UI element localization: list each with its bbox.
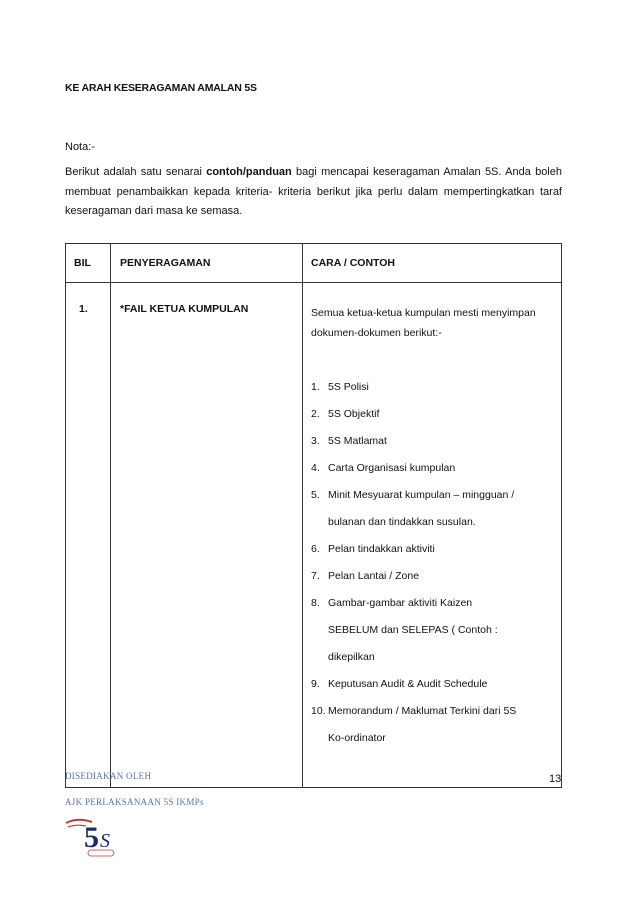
footer-prepared-by: DISEDIAKAN OLEH — [65, 771, 152, 781]
cara-description: Semua ketua-ketua kumpulan mesti menyimpan dokumen-dokumen berikut:- — [311, 307, 536, 339]
intro-paragraph — [65, 163, 562, 222]
list-item-continuation: bulanan dan tindakkan susulan. — [328, 516, 476, 528]
list-item: 8. Gambar-gambar aktiviti Kaizen — [311, 597, 473, 609]
list-item-continuation: Ko-ordinator — [328, 732, 386, 744]
list-item: 9. Keputusan Audit & Audit Schedule — [311, 678, 488, 690]
list-item: 10. Memorandum / Maklumat Terkini dari 5S — [311, 705, 517, 717]
intro-text-1: Berikut adalah satu senarai — [65, 166, 207, 178]
cell-cara-contoh — [303, 283, 562, 788]
list-item: 7. Pelan Lantai / Zone — [311, 570, 420, 582]
header-cara-contoh: CARA / CONTOH — [303, 244, 562, 283]
nota-label: Nota:- — [65, 141, 95, 153]
page-title: KE ARAH KESERAGAMAN AMALAN 5S — [65, 82, 257, 94]
svg-text:S: S — [100, 830, 110, 852]
table-header-row — [66, 244, 562, 283]
uniformity-table — [65, 243, 562, 788]
list-item: 1. 5S Polisi — [311, 381, 369, 393]
header-bil: BIL — [66, 244, 111, 283]
cell-penyeragaman: *FAIL KETUA KUMPULAN — [111, 283, 303, 788]
document-list — [311, 374, 553, 752]
list-item: 2. 5S Objektif — [311, 408, 380, 420]
svg-text:5: 5 — [84, 821, 99, 854]
5s-logo-icon — [64, 813, 126, 859]
table-row — [66, 283, 562, 788]
list-item: 4. Carta Organisasi kumpulan — [311, 462, 456, 474]
list-item-continuation: SEBELUM dan SELEPAS ( Contoh : — [328, 624, 498, 636]
intro-text-2: bagi mencapai keseragaman Amalan 5S. Anda boleh membuat penambaikkan kepada kriteria- kriteria berikut jika perlu dalam mempertingkatkan taraf keseragaman dari masa ke semasa. — [65, 166, 562, 217]
list-item: 3. 5S Matlamat — [311, 435, 387, 447]
list-item: 6. Pelan tindakkan aktiviti — [311, 543, 435, 555]
page-number: 13 — [549, 773, 562, 785]
list-item-continuation: dikepilkan — [328, 651, 375, 663]
list-item: 5. Minit Mesyuarat kumpulan – mingguan / — [311, 489, 515, 501]
cell-bil: 1. — [66, 283, 111, 788]
header-penyeragaman: PENYERAGAMAN — [111, 244, 303, 283]
footer-committee: AJK PERLAKSANAAN 5S IKMPs — [65, 797, 204, 807]
intro-bold-text: contoh/panduan — [206, 166, 292, 178]
